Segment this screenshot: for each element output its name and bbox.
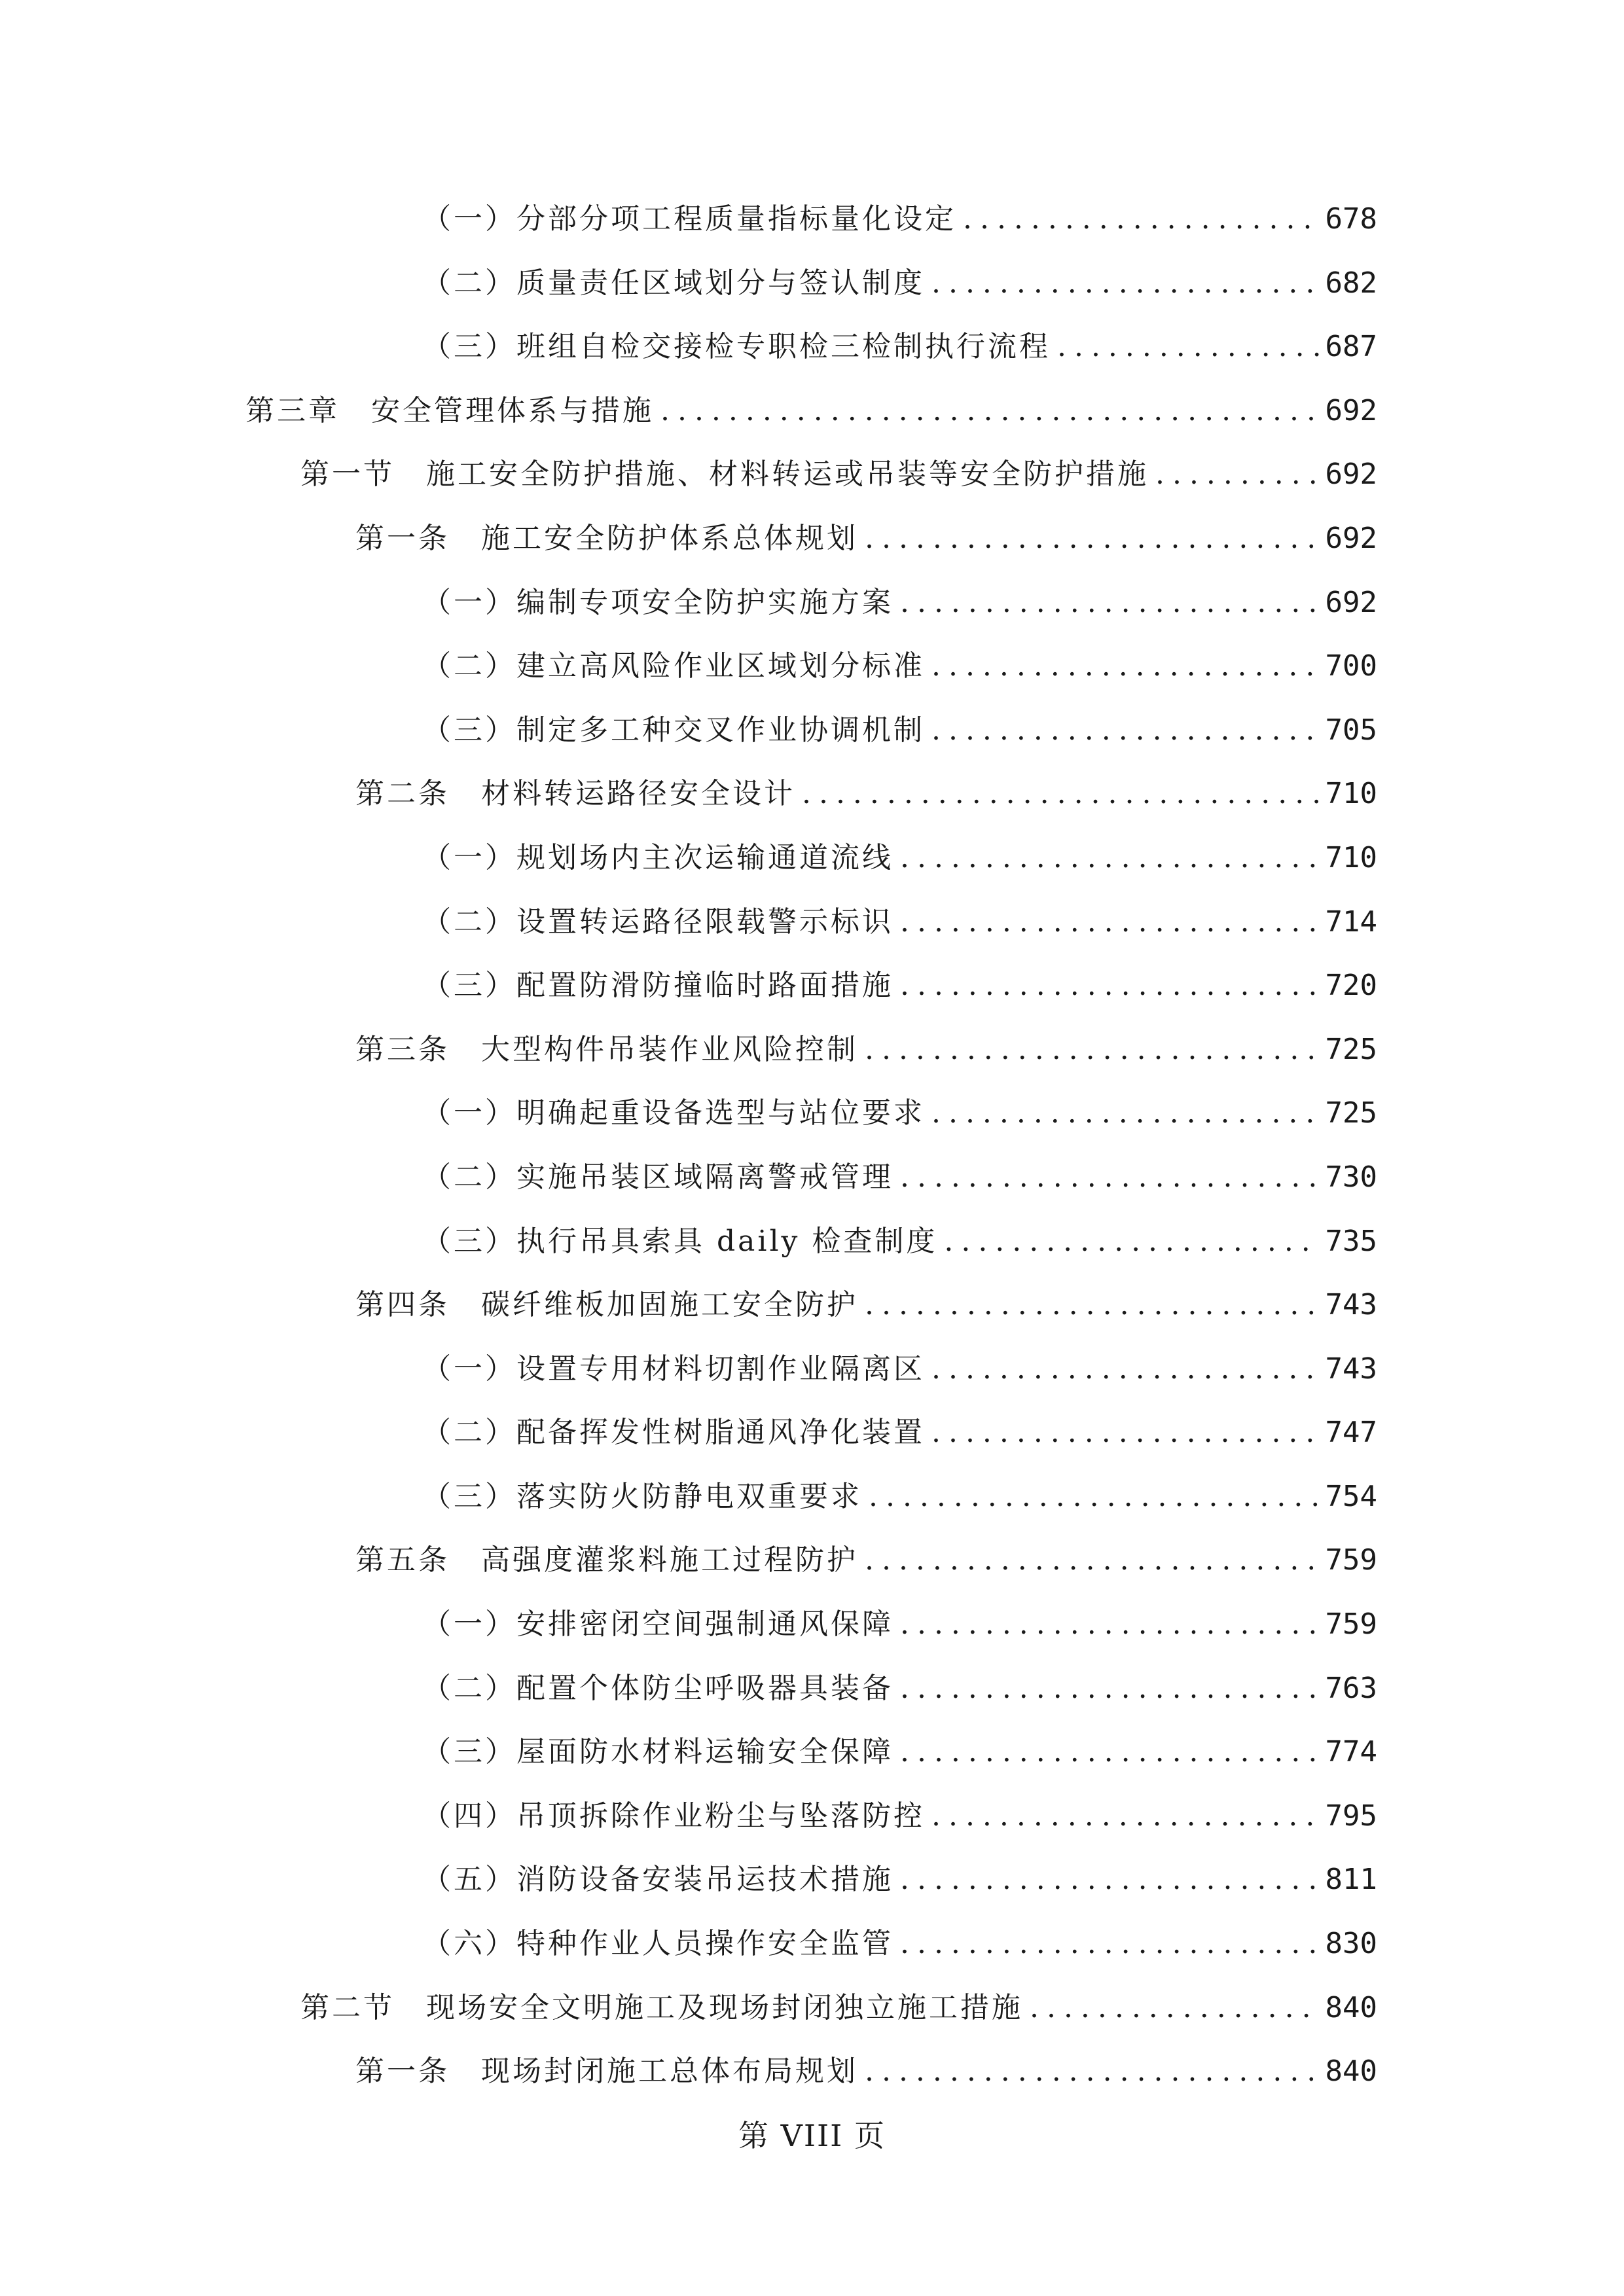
toc-dot-leader bbox=[1155, 442, 1319, 507]
toc-entry-title: 第二节 现场安全文明施工及现场封闭独立施工措施 bbox=[300, 1990, 1023, 2024]
toc-entry[interactable] bbox=[0, 826, 1377, 890]
toc-dot-leader bbox=[900, 1720, 1319, 1784]
toc-entry[interactable] bbox=[0, 2039, 1377, 2104]
toc-entry-page: 692 bbox=[1325, 585, 1377, 619]
toc-entry-page: 692 bbox=[1325, 521, 1377, 555]
toc-entry[interactable] bbox=[0, 1528, 1377, 1592]
toc-entry[interactable] bbox=[0, 1145, 1377, 1210]
toc-entry-page: 774 bbox=[1325, 1735, 1377, 1769]
toc-entry-title: （二）设置转运路径限载警示标识 bbox=[422, 905, 893, 939]
toc-entry-title: 第一条 施工安全防护体系总体规划 bbox=[355, 521, 858, 555]
toc-entry[interactable] bbox=[0, 1848, 1377, 1912]
toc-entry-title: （二）质量责任区域划分与签认制度 bbox=[422, 266, 925, 300]
toc-entry-title: 第三章 安全管理体系与措施 bbox=[245, 393, 654, 427]
toc-dot-leader bbox=[900, 1592, 1319, 1657]
toc-entry-title: （二）配备挥发性树脂通风净化装置 bbox=[422, 1416, 925, 1450]
toc-entry-title: 第一条 现场封闭施工总体布局规划 bbox=[355, 2054, 858, 2089]
toc-entry-title: （二）建立高风险作业区域划分标准 bbox=[422, 649, 925, 683]
toc-entry-page: 730 bbox=[1325, 1160, 1377, 1194]
toc-dot-leader bbox=[900, 1657, 1319, 1721]
toc-entry-page: 735 bbox=[1325, 1224, 1377, 1258]
toc-dot-leader bbox=[931, 1081, 1319, 1145]
toc-entry[interactable] bbox=[0, 442, 1377, 507]
toc-dot-leader bbox=[865, 1528, 1319, 1592]
toc-entry-page: 720 bbox=[1325, 969, 1377, 1003]
toc-dot-leader bbox=[660, 379, 1319, 443]
toc-dot-leader bbox=[1057, 315, 1319, 379]
toc-dot-leader bbox=[944, 1210, 1318, 1274]
toc-entry-title: （三）执行吊具索具 daily 检查制度 bbox=[422, 1224, 938, 1258]
toc-entry-title: （一）分部分项工程质量指标量化设定 bbox=[422, 202, 956, 236]
page-footer-number: 第 VIII 页 bbox=[738, 2118, 886, 2153]
toc-dot-leader bbox=[900, 1145, 1319, 1210]
toc-entry[interactable] bbox=[0, 379, 1377, 443]
toc-entry[interactable] bbox=[0, 698, 1377, 762]
toc-entry[interactable] bbox=[0, 1465, 1377, 1529]
toc-dot-leader bbox=[931, 1784, 1319, 1848]
toc-dot-leader bbox=[900, 890, 1319, 954]
toc-entry-title: （五）消防设备安装吊运技术措施 bbox=[422, 1863, 893, 1897]
toc-entry[interactable] bbox=[0, 1592, 1377, 1657]
toc-entry[interactable] bbox=[0, 1081, 1377, 1145]
toc-entry-title: 第五条 高强度灌浆料施工过程防护 bbox=[355, 1543, 858, 1577]
toc-entry[interactable] bbox=[0, 954, 1377, 1018]
toc-dot-leader bbox=[865, 1273, 1319, 1337]
toc-entry-title: 第四条 碳纤维板加固施工安全防护 bbox=[355, 1288, 858, 1322]
toc-entry-page: 678 bbox=[1325, 202, 1377, 236]
toc-entry-page: 692 bbox=[1325, 457, 1377, 492]
toc-entry-title: （一）设置专用材料切割作业隔离区 bbox=[422, 1352, 925, 1386]
toc-dot-leader bbox=[802, 762, 1319, 826]
toc-entry-title: （三）落实防火防静电双重要求 bbox=[422, 1479, 862, 1513]
toc-entry-page: 710 bbox=[1325, 840, 1377, 874]
toc-entry[interactable] bbox=[0, 1657, 1377, 1721]
toc-entry-page: 700 bbox=[1325, 649, 1377, 683]
toc-dot-leader bbox=[865, 2039, 1319, 2104]
toc-dot-leader bbox=[865, 507, 1319, 571]
toc-entry[interactable] bbox=[0, 1784, 1377, 1848]
toc-entry-page: 743 bbox=[1325, 1352, 1377, 1386]
toc-entry-title: （一）编制专项安全防护实施方案 bbox=[422, 585, 893, 619]
toc-dot-leader bbox=[931, 1337, 1319, 1401]
toc-entry-title: （四）吊顶拆除作业粉尘与坠落防控 bbox=[422, 1799, 925, 1833]
toc-entry-title: （一）明确起重设备选型与站位要求 bbox=[422, 1096, 925, 1130]
toc-entry[interactable] bbox=[0, 1720, 1377, 1784]
toc-entry[interactable] bbox=[0, 571, 1377, 635]
toc-entry-title: （三）班组自检交接检专职检三检制执行流程 bbox=[422, 330, 1051, 364]
toc-dot-leader bbox=[931, 251, 1319, 315]
toc-dot-leader bbox=[900, 826, 1319, 890]
toc-entry[interactable] bbox=[0, 507, 1377, 571]
toc-entry[interactable] bbox=[0, 1976, 1377, 2040]
toc-entry-page: 692 bbox=[1325, 393, 1377, 427]
toc-dot-leader bbox=[900, 1912, 1319, 1976]
table-of-contents bbox=[0, 187, 1624, 2104]
toc-entry[interactable] bbox=[0, 1210, 1377, 1274]
toc-entry-title: 第二条 材料转运路径安全设计 bbox=[355, 777, 795, 811]
toc-entry-page: 840 bbox=[1325, 2054, 1377, 2089]
toc-entry-page: 705 bbox=[1325, 713, 1377, 747]
toc-entry-page: 725 bbox=[1325, 1032, 1377, 1066]
toc-entry[interactable] bbox=[0, 1273, 1377, 1337]
toc-entry-title: （六）特种作业人员操作安全监管 bbox=[422, 1927, 893, 1961]
toc-entry-page: 840 bbox=[1325, 1990, 1377, 2024]
toc-entry[interactable] bbox=[0, 315, 1377, 379]
toc-dot-leader bbox=[1030, 1976, 1319, 2040]
toc-entry-title: （三）屋面防水材料运输安全保障 bbox=[422, 1735, 893, 1769]
toc-entry-title: （二）实施吊装区域隔离警戒管理 bbox=[422, 1160, 893, 1194]
toc-entry-title: （二）配置个体防尘呼吸器具装备 bbox=[422, 1671, 893, 1705]
toc-entry-page: 747 bbox=[1325, 1416, 1377, 1450]
toc-entry[interactable] bbox=[0, 890, 1377, 954]
toc-entry[interactable] bbox=[0, 1018, 1377, 1082]
toc-entry[interactable] bbox=[0, 187, 1377, 251]
toc-entry[interactable] bbox=[0, 1337, 1377, 1401]
toc-dot-leader bbox=[900, 571, 1319, 635]
toc-dot-leader bbox=[869, 1465, 1319, 1529]
toc-dot-leader bbox=[900, 954, 1319, 1018]
toc-entry-page: 759 bbox=[1325, 1543, 1377, 1577]
toc-entry-title: 第一节 施工安全防护措施、材料转运或吊装等安全防护措施 bbox=[300, 457, 1149, 492]
toc-entry[interactable] bbox=[0, 634, 1377, 698]
toc-entry-page: 743 bbox=[1325, 1288, 1377, 1322]
toc-dot-leader bbox=[931, 634, 1319, 698]
toc-entry-title: 第三条 大型构件吊装作业风险控制 bbox=[355, 1032, 858, 1066]
toc-entry-page: 714 bbox=[1325, 905, 1377, 939]
toc-entry[interactable] bbox=[0, 1912, 1377, 1976]
toc-entry-page: 830 bbox=[1325, 1927, 1377, 1961]
toc-entry-title: （一）安排密闭空间强制通风保障 bbox=[422, 1607, 893, 1641]
toc-entry-page: 754 bbox=[1325, 1479, 1377, 1513]
toc-entry-page: 682 bbox=[1325, 266, 1377, 300]
toc-entry[interactable] bbox=[0, 762, 1377, 826]
toc-dot-leader bbox=[931, 1401, 1319, 1465]
toc-entry-title: （三）制定多工种交叉作业协调机制 bbox=[422, 713, 925, 747]
toc-dot-leader bbox=[931, 698, 1319, 762]
toc-dot-leader bbox=[963, 187, 1319, 251]
toc-entry-page: 763 bbox=[1325, 1671, 1377, 1705]
toc-entry[interactable] bbox=[0, 1401, 1377, 1465]
toc-entry-title: （一）规划场内主次运输通道流线 bbox=[422, 840, 893, 874]
toc-entry-page: 725 bbox=[1325, 1096, 1377, 1130]
toc-dot-leader bbox=[865, 1018, 1319, 1082]
toc-entry-page: 759 bbox=[1325, 1607, 1377, 1641]
toc-entry-page: 710 bbox=[1325, 777, 1377, 811]
toc-entry[interactable] bbox=[0, 251, 1377, 315]
toc-entry-title: （三）配置防滑防撞临时路面措施 bbox=[422, 969, 893, 1003]
toc-dot-leader bbox=[900, 1848, 1319, 1912]
toc-entry-page: 687 bbox=[1325, 330, 1377, 364]
toc-entry-page: 795 bbox=[1325, 1799, 1377, 1833]
toc-entry-page: 811 bbox=[1325, 1863, 1377, 1897]
